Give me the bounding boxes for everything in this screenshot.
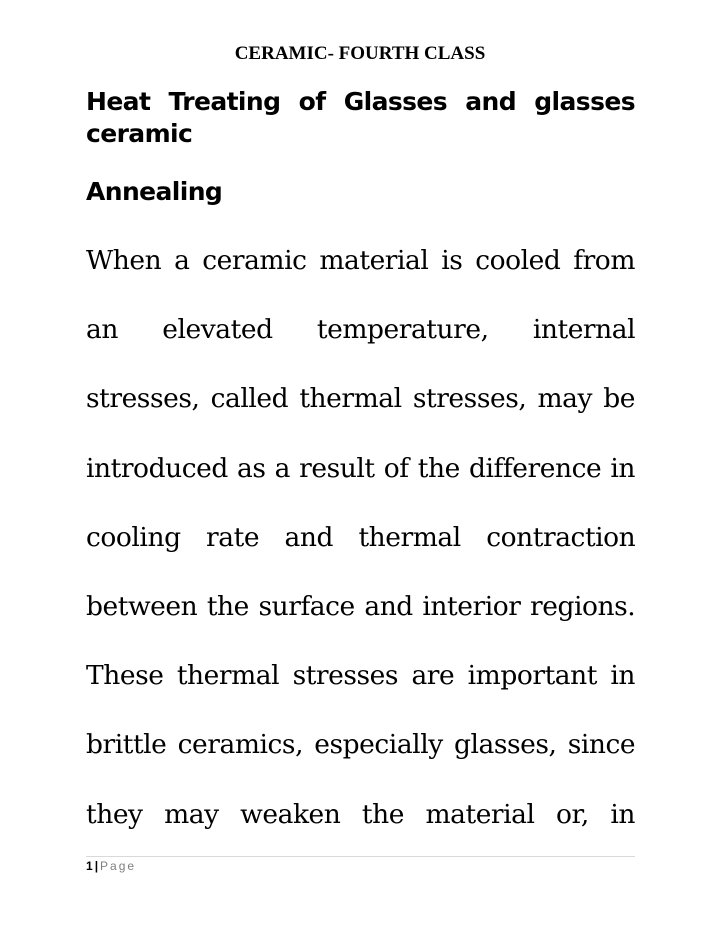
page-label: Page [100, 859, 137, 873]
page-header: CERAMIC- FOURTH CLASS [234, 43, 486, 64]
body-line: an elevated temperature, internal [86, 314, 636, 346]
body-line: These thermal stresses are important in [86, 660, 635, 692]
subsection-title: Annealing [86, 177, 223, 206]
section-title: Heat Treating of Glasses and glasses ceramic [86, 87, 635, 148]
body-line: When a ceramic material is cooled from [86, 245, 635, 276]
body-line: they may weaken the material or, in [86, 798, 635, 830]
body-line: stresses, called thermal stresses, may be [86, 383, 635, 415]
body-line: between the surface and interior regions. [86, 590, 636, 622]
page-footer [86, 858, 136, 874]
body-line: cooling rate and thermal contraction [86, 521, 636, 553]
footer-divider [86, 856, 635, 857]
page-number: 1 [86, 859, 93, 873]
footer-separator: | [94, 859, 99, 873]
body-paragraph [86, 226, 635, 849]
body-line: introduced as a result of the difference in [86, 452, 635, 484]
body-line: brittle ceramics, especially glasses, since [86, 729, 636, 761]
